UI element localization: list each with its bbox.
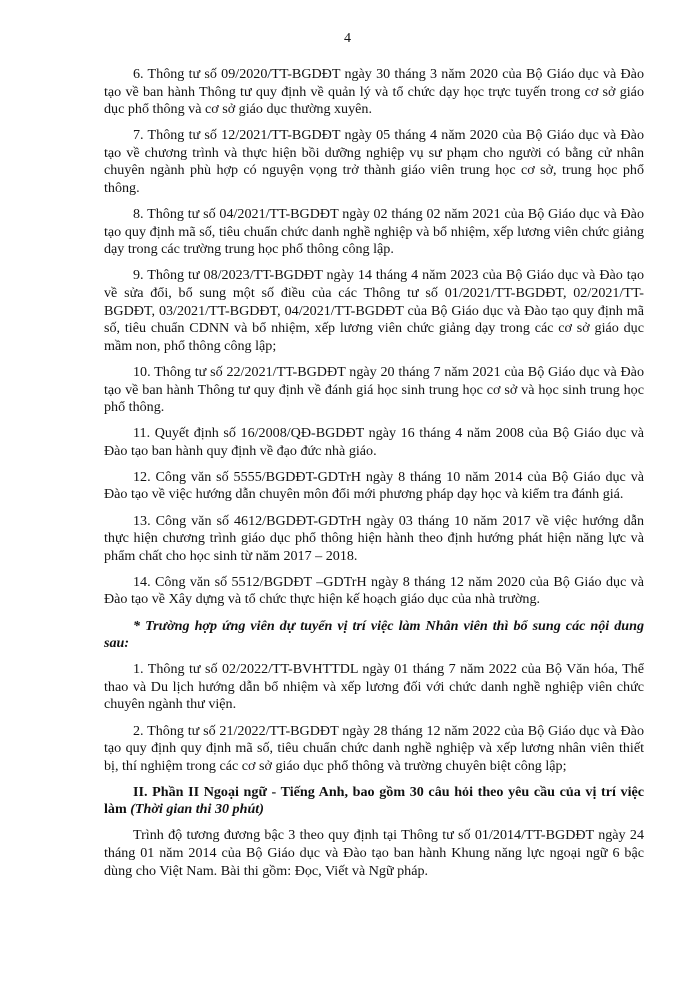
reference-item-13: 13. Công văn số 4612/BGDĐT-GDTrH ngày 03 tháng 10 năm 2017 về việc hướng dẫn thực hiện chương trình giáo dục phổ thông hiện hành theo định hướng phát hiện năng lực và phẩm chất cho học sinh từ năm 2017 – 2018. [104, 512, 644, 564]
reference-item-8: 8. Thông tư số 04/2021/TT-BGDĐT ngày 02 tháng 02 năm 2021 của Bộ Giáo dục và Đào tạo quy định mã số, tiêu chuẩn chức danh nghề nghiệp và bổ nhiệm, xếp lương viên chức giảng dạy trong các trường trung học phổ thông công lập. [104, 206, 644, 258]
part-2-description: Trình độ tương đương bậc 3 theo quy định tại Thông tư số 01/2014/TT-BGDĐT ngày 24 tháng 01 năm 2014 của Bộ Giáo dục và Đào tạo ban hành Khung năng lực ngoại ngữ 6 bậc dùng cho Việt Nam. Bài thi gồm: Đọc, Viết và Ngữ pháp. [104, 827, 644, 879]
part-2-title: II. Phần II Ngoại ngữ - Tiếng Anh, bao gồm 30 câu hỏi theo yêu cầu của vị trí việc làm [104, 783, 644, 818]
part-2-time-note: (Thời gian thi 30 phút) [130, 801, 264, 818]
reference-item-9: 9. Thông tư 08/2023/TT-BGDĐT ngày 14 tháng 4 năm 2023 của Bộ Giáo dục và Đào tạo về sửa đổi, bổ sung một số điều của các Thông tư số 01/2021/TT-BGDĐT, 02/2021/TT-BGDĐT, 03/2021/TT-BGDĐT, 04/2021/TT-BGDĐT của Bộ Giáo dục và Đào tạo quy định mã số, tiêu chuẩn CDNN và bổ nhiệm, xếp lương viên chức giảng dạy trong các cơ sở giáo dục mầm non, phổ thông công lập; [104, 267, 644, 354]
part-2-heading [104, 784, 644, 819]
staff-reference-item-2: 2. Thông tư số 21/2022/TT-BGDĐT ngày 28 tháng 12 năm 2022 của Bộ Giáo dục và Đào tạo quy định quy định mã số, tiêu chuẩn chức danh nghề nghiệp và xếp lương nhân viên thiết bị, thí nghiệm trong các cơ sở giáo dục phổ thông và trường chuyên biệt công lập; [104, 722, 644, 774]
reference-item-11: 11. Quyết định số 16/2008/QĐ-BGDĐT ngày 16 tháng 4 năm 2008 của Bộ Giáo dục và Đào tạo ban hành quy định về đạo đức nhà giáo. [104, 425, 644, 459]
reference-item-6: 6. Thông tư số 09/2020/TT-BGDĐT ngày 30 tháng 3 năm 2020 của Bộ Giáo dục và Đào tạo về ban hành Thông tư quy định về quản lý và tổ chức dạy học trực tuyến trong cơ sở giáo dục phổ thông và cơ sở giáo dục thường xuyên. [104, 66, 644, 118]
staff-section-heading: * Trường hợp ứng viên dự tuyển vị trí việc làm Nhân viên thì bổ sung các nội dung sau: [104, 617, 644, 652]
reference-item-10: 10. Thông tư số 22/2021/TT-BGDĐT ngày 20 tháng 7 năm 2021 của Bộ Giáo dục và Đào tạo về ban hành Thông tư quy định về đánh giá học sinh trung học cơ sở và học sinh trung học phổ thông. [104, 363, 644, 416]
document-body [104, 66, 644, 889]
reference-item-12: 12. Công văn số 5555/BGDĐT-GDTrH ngày 8 tháng 10 năm 2014 của Bộ Giáo dục và Đào tạo về việc hướng dẫn chuyên môn đổi mới phương pháp dạy học và kiểm tra đánh giá. [104, 468, 644, 503]
page-number: 4 [344, 31, 351, 46]
staff-reference-item-1: 1. Thông tư số 02/2022/TT-BVHTTDL ngày 01 tháng 7 năm 2022 của Bộ Văn hóa, Thể thao và Du lịch hướng dẫn bổ nhiệm và xếp lương đối với chức danh nghề nghiệp viên chức chuyên ngành thư viện. [104, 661, 644, 713]
reference-item-7: 7. Thông tư số 12/2021/TT-BGDĐT ngày 05 tháng 4 năm 2020 của Bộ Giáo dục và Đào tạo về chương trình và thực hiện bồi dưỡng nghiệp vụ sư phạm cho người có bằng cử nhân chuyên ngành phù hợp có nguyện vọng trở thành giáo viên trung học cơ sở, trung học phổ thông. [104, 127, 644, 197]
reference-item-14: 14. Công văn số 5512/BGDĐT –GDTrH ngày 8 tháng 12 năm 2020 của Bộ Giáo dục và Đào tạo về Xây dựng và tổ chức thực hiện kế hoạch giáo dục của nhà trường. [104, 573, 644, 608]
